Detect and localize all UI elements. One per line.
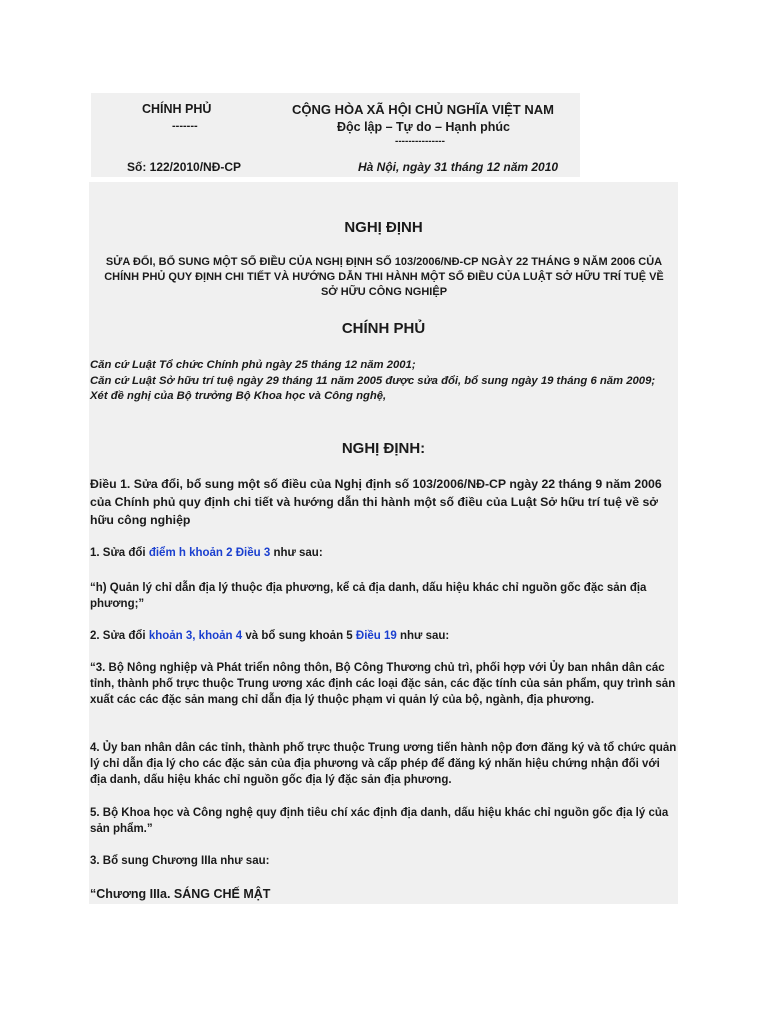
item-2-link-dieu[interactable]: Điều 19: [355, 630, 397, 642]
item-1-prefix: 1. Sửa đổi: [90, 547, 149, 559]
legal-basis-3: Xét đề nghị của Bộ trưởng Bộ Khoa học và Công nghệ,: [90, 390, 387, 402]
article-1: Điều 1. Sửa đổi, bổ sung một số điều của Nghị định số 103/2006/NĐ-CP ngày 22 tháng 9 năm 2006 của Chính phủ quy định chi tiết và hướng dẫn thi hành một số điều của Luật Sở hữu trí tuệ về sở hữu công nghiệp: [90, 477, 662, 527]
agency-rule: -------: [172, 120, 198, 132]
item-1-link[interactable]: điểm h khoản 2 Điều 3: [148, 547, 271, 559]
document-subtitle: SỬA ĐỔI, BỔ SUNG MỘT SỐ ĐIỀU CỦA NGHỊ ĐỊNH SỐ 103/2006/NĐ-CP NGÀY 22 THÁNG 9 NĂM 2006 CỦA CHÍNH PHỦ QUY ĐỊNH CHI TIẾT VÀ HƯỚNG DẪN THI HÀNH MỘT SỐ ĐIỀU CỦA LUẬT SỞ HỮU TRÍ TUỆ VỀ SỞ HỮU CÔNG NGHIỆP: [104, 256, 664, 298]
decree-heading: NGHỊ ĐỊNH:: [341, 440, 426, 457]
document-number: Số: 122/2010/NĐ-CP: [127, 160, 242, 174]
item-1-text: “h) Quản lý chỉ dẫn địa lý thuộc địa phương, kể cả địa danh, dấu hiệu khác chỉ nguồn gốc đặc sản địa phương;”: [90, 582, 647, 610]
issuer-title: CHÍNH PHỦ: [341, 320, 426, 337]
item-2-link-khoan[interactable]: khoản 3, khoản 4: [148, 630, 243, 642]
item-3-heading: 3. Bổ sung Chương IIIa như sau:: [90, 855, 270, 867]
item-2-suffix: như sau:: [396, 630, 450, 642]
item-2-heading: [90, 628, 678, 644]
motto-rule: ---------------: [395, 136, 445, 147]
national-motto: Độc lập – Tự do – Hạnh phúc: [337, 120, 510, 134]
place-date: Hà Nội, ngày 31 tháng 12 năm 2010: [358, 160, 559, 174]
legal-basis-1: Căn cứ Luật Tổ chức Chính phủ ngày 25 tháng 12 năm 2001;: [90, 359, 416, 371]
document-title: NGHỊ ĐỊNH: [344, 219, 423, 236]
item-2-paragraph-4: 4. Ủy ban nhân dân các tỉnh, thành phố trực thuộc Trung ương tiến hành nộp đơn đăng ký và tổ chức quản lý chỉ dẫn địa lý cho các đặc sản của địa phương và cấp phép để đăng ký nhãn hiệu chứng nhận đối với địa danh, dấu hiệu khác chỉ nguồn gốc địa lý đặc sản địa phương.: [90, 742, 677, 786]
item-2-paragraph-5: 5. Bộ Khoa học và Công nghệ quy định tiêu chí xác định địa danh, dấu hiệu khác chỉ nguồn gốc địa lý của sản phẩm.”: [90, 807, 669, 835]
item-2-paragraph-3: “3. Bộ Nông nghiệp và Phát triển nông thôn, Bộ Công Thương chủ trì, phối hợp với Ủy ban nhân dân các tỉnh, thành phố trực thuộc Trung ương xác định các loại đặc sản, các đặc tính của sản phẩm, quy trình sản xuất các các đặc sản mang chỉ dẫn địa lý thuộc phạm vi quản lý của bộ, ngành, địa phương.: [90, 662, 676, 706]
chapter-heading: “Chương IIIa. SÁNG CHẾ MẬT: [90, 887, 271, 901]
republic-name: CỘNG HÒA XÃ HỘI CHỦ NGHĨA VIỆT NAM: [292, 102, 554, 117]
item-2-prefix: 2. Sửa đổi: [90, 630, 149, 642]
item-1-heading: [90, 545, 678, 561]
item-1-suffix: như sau:: [270, 547, 323, 559]
agency-name: CHÍNH PHỦ: [142, 102, 212, 116]
legal-basis-2: Căn cứ Luật Sở hữu trí tuệ ngày 29 tháng 11 năm 2005 được sửa đổi, bổ sung ngày 19 tháng 6 năm 2009;: [90, 374, 656, 387]
legal-bases: [90, 358, 678, 405]
item-2-mid: và bổ sung khoản 5: [242, 630, 356, 642]
